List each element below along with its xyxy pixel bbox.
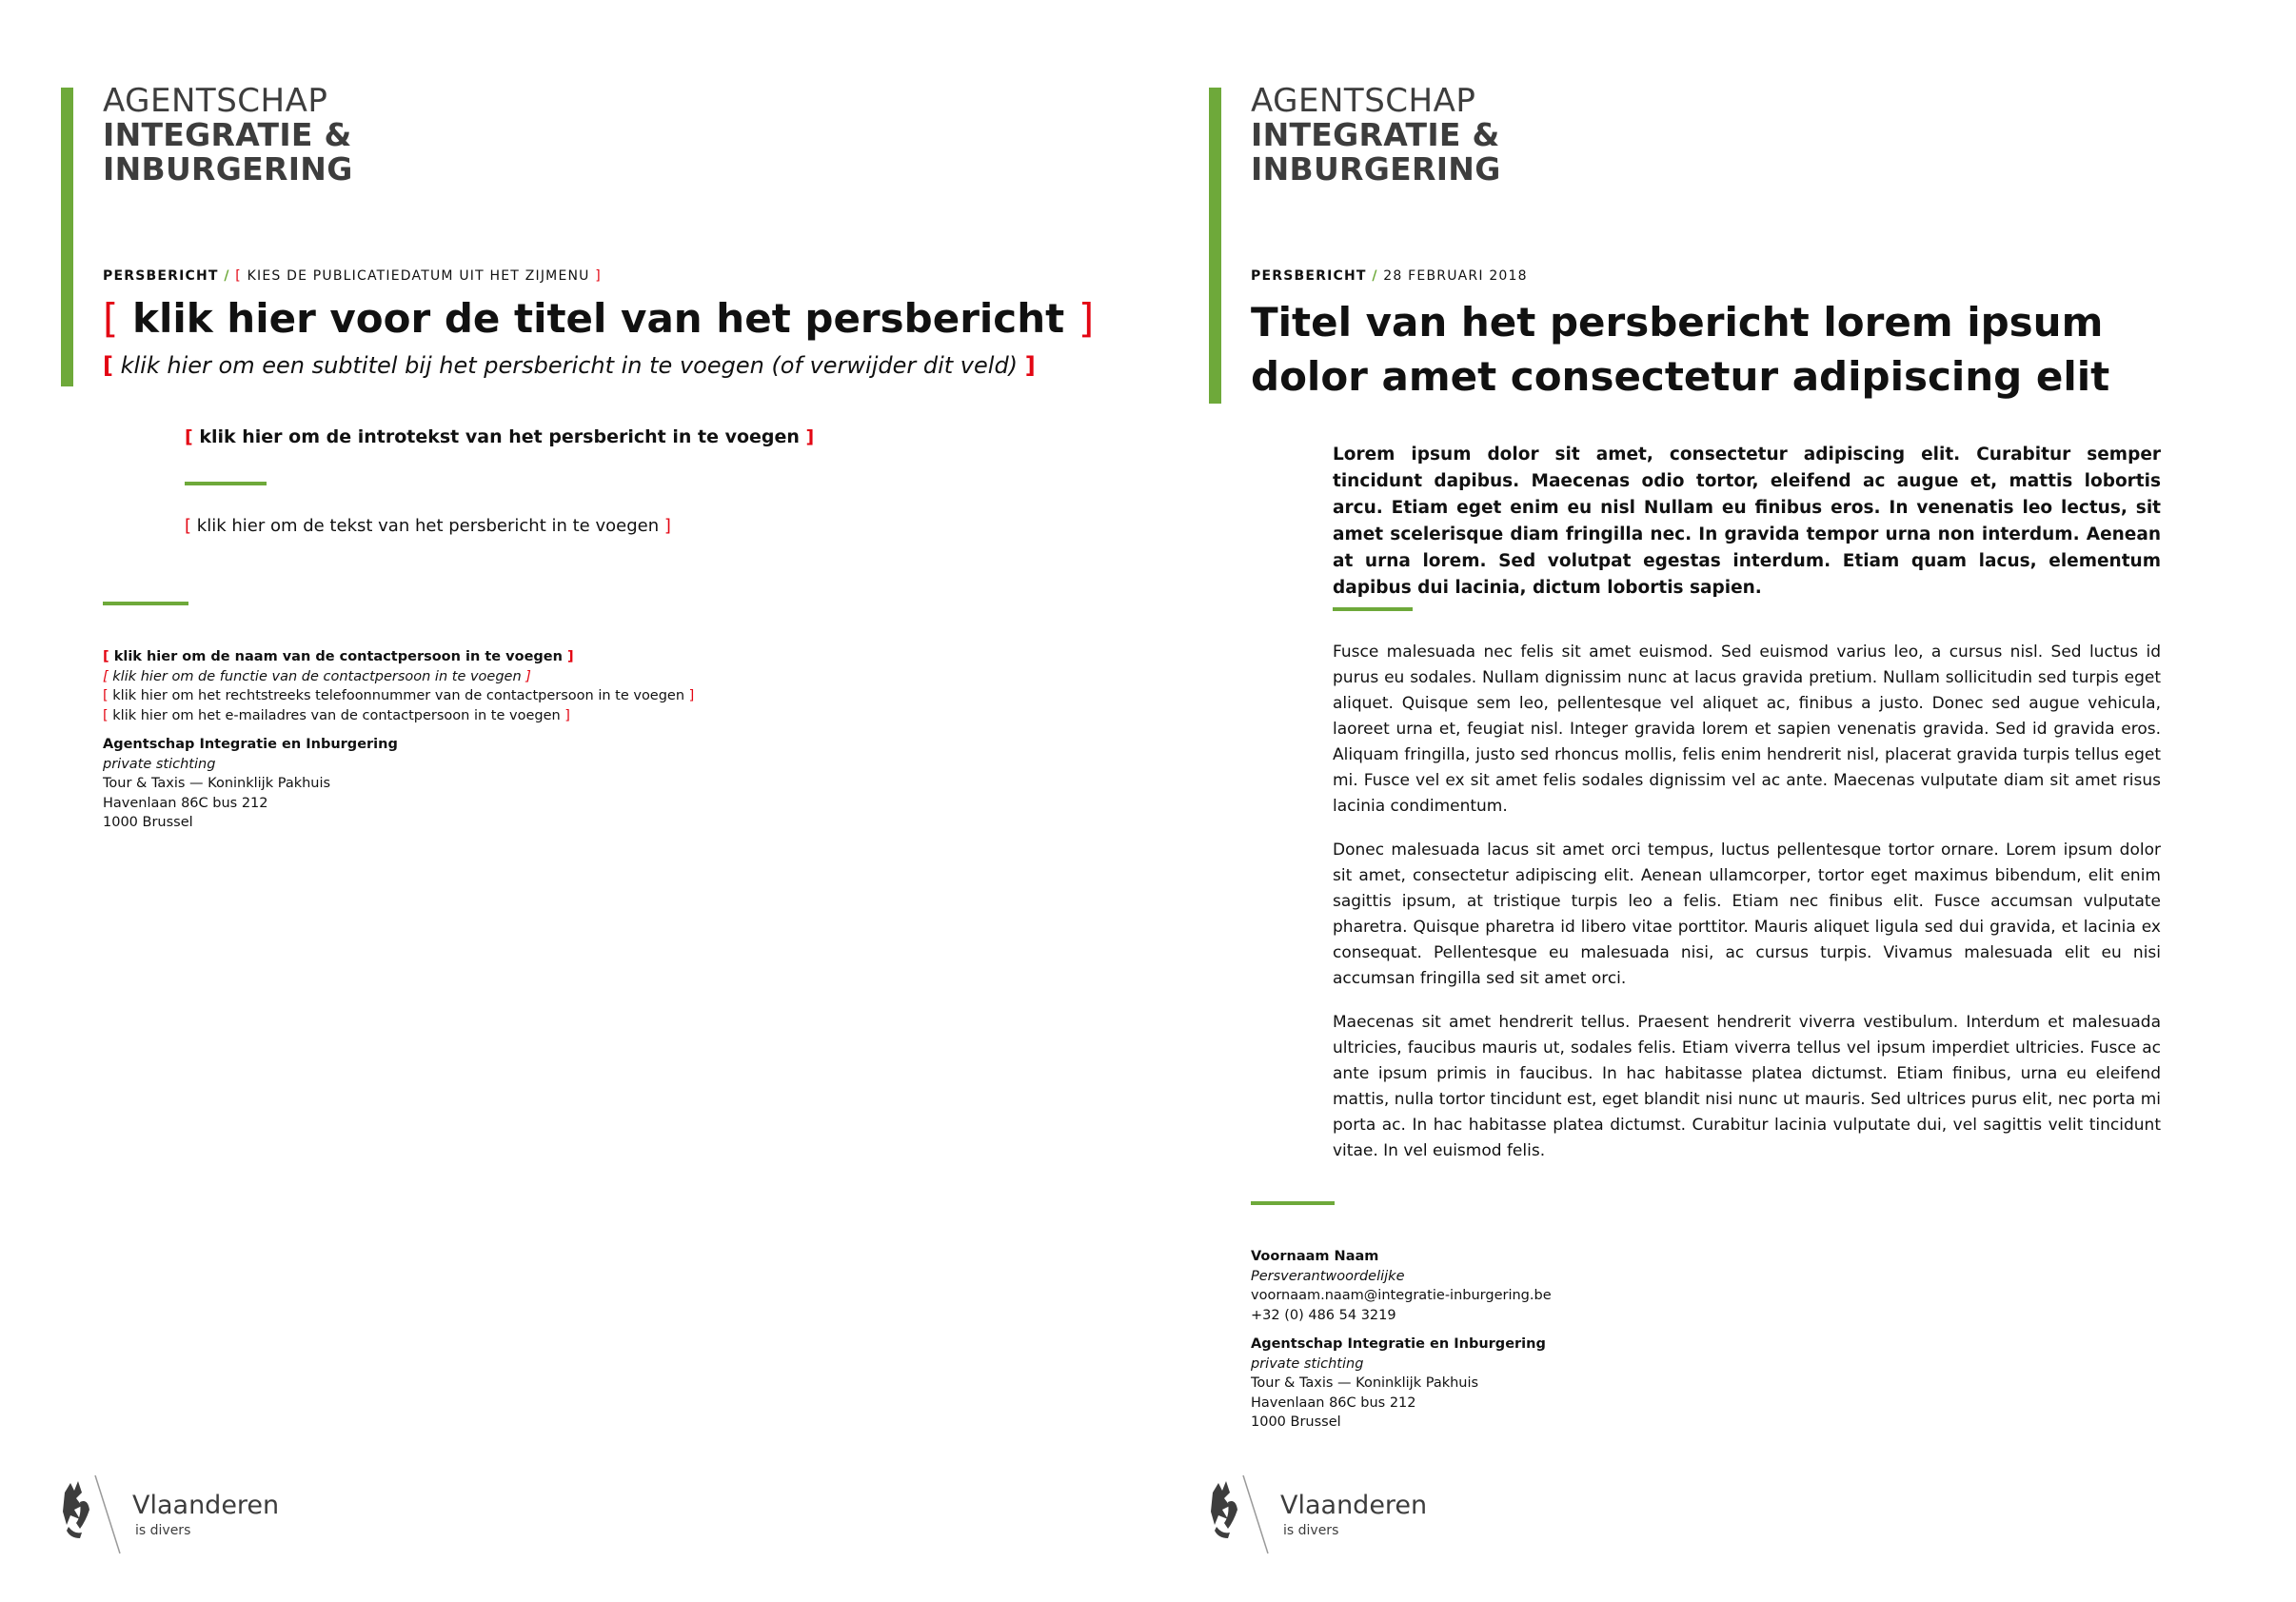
bracket-open: [: [185, 426, 193, 447]
body-placeholder-field[interactable]: [185, 516, 671, 536]
contact-email-placeholder[interactable]: klik hier om het e-mailadres van de contactpersoon in te voegen: [112, 707, 561, 723]
bracket-close: ]: [525, 668, 531, 684]
press-intro: Lorem ipsum dolor sit amet, consectetur adipiscing elit. Curabitur semper tincidunt dapibus. Maecenas odio tortor, eleifend ac augue et, mattis lobortis arcu. Etiam eget enim eu nisl Nullam eu finibus eros. In venenatis leo lectus, sit amet scelerisque diam fringilla nec. In gravida tempor urna non interdum. Aenean at urna lorem. Sed volutpat egestas interdum. Etiam quam lacus, elementum dapibus dui lacinia, dictum lobortis sapien.: [1333, 445, 2161, 598]
press-label: [1251, 268, 1528, 284]
org-city: 1000 Brussel: [103, 815, 193, 830]
contact-phone: +32 (0) 486 54 3219: [1251, 1307, 1396, 1323]
press-body: [1333, 640, 2161, 1182]
contact-divider: [1251, 1201, 1335, 1205]
vlaanderen-logo: [1205, 1473, 1434, 1559]
org-address-1: Tour & Taxis — Koninklijk Pakhuis: [1251, 1375, 1479, 1391]
body-paragraph: Fusce malesuada nec felis sit amet euismod. Sed euismod varius leo, a cursus nisl. Sed luctus id purus eu sodales. Nullam dignissim nunc at lacus gravida pretium. Nullam sollicitudin sed turpis eget aliquet. Quisque sem leo, pellentesque vel aliquet ac, finibus a justo. Donec sed augue vehicula, laoreet urna et, feugiat nisl. Integer gravida lorem et sapien venenatis gravida. Sed id gravida eros. Aliquam fringilla, justo sed rhoncus mollis, felis enim hendrerit nisl, placerat gravida turpis tellus eget mi. Fusce vel ex sit amet felis sodales dignissim vel ac ante. Maecenas vulputate diam sit amet risus lacinia condimentum.: [1333, 643, 2161, 816]
bracket-close: ]: [564, 707, 570, 723]
title-placeholder-field[interactable]: [103, 295, 1094, 342]
logo-line-1: AGENTSCHAP: [103, 82, 328, 120]
date-placeholder[interactable]: KIES DE PUBLICATIEDATUM UIT HET ZIJMENU: [247, 268, 590, 284]
contact-function-placeholder[interactable]: klik hier om de functie van de contactpersoon in te voegen: [112, 668, 522, 684]
bracket-open: [: [103, 688, 109, 703]
org-address-2: Havenlaan 86C bus 212: [1251, 1394, 1416, 1411]
logo-line-2: INTEGRATIE &: [1251, 116, 1500, 153]
contact-block: [1251, 1247, 1552, 1433]
contact-phone-placeholder[interactable]: klik hier om het rechtstreeks telefoonnummer van de contactpersoon in te voegen: [112, 688, 685, 703]
bracket-close: ]: [567, 649, 574, 664]
press-kind: PERSBERICHT: [1251, 268, 1367, 284]
vlaanderen-logo: [57, 1473, 286, 1559]
accent-bar: [1209, 88, 1221, 404]
press-title: Titel van het persbericht lorem ipsum dolor amet consectetur adipiscing elit: [1251, 299, 2110, 400]
example-page: [1148, 0, 2296, 1602]
intro-divider: [1333, 607, 1413, 611]
vlaanderen-tagline: is divers: [135, 1523, 191, 1538]
org-address-1: Tour & Taxis — Koninklijk Pakhuis: [103, 776, 331, 791]
org-type: private stichting: [103, 756, 216, 772]
vlaanderen-tagline: is divers: [1283, 1523, 1339, 1538]
bracket-close: ]: [1078, 295, 1095, 342]
logo-line-2: INTEGRATIE &: [103, 116, 352, 153]
org-type: private stichting: [1251, 1355, 1364, 1372]
org-name: Agentschap Integratie en Inburgering: [103, 737, 398, 752]
bracket-close: ]: [805, 426, 815, 447]
logo-line-3: INBURGERING: [103, 150, 353, 188]
body-paragraph: Donec malesuada lacus sit amet orci tempus, luctus pellentesque tortor ornare. Lorem ipsum dolor sit amet, consectetur adipiscing elit. Aenean ullamcorper, tortor eget maximus bibendum, elit enim sagittis ipsum, at tristique turpis leo a felis. Etiam nec finibus elit. Fusce accumsan vulputate pharetra. Quisque pharetra id libero vitae porttitor. Mauris aliquet ligula sed dui gravida, et lacinia ex consequat. Pellentesque eu malesuada nisi, ac cursus turpis. Vivamus malesuada elit eu nisi accumsan fringilla sed sit amet orci.: [1333, 841, 2161, 988]
bracket-open: [: [103, 707, 109, 723]
contact-name-placeholder[interactable]: klik hier om de naam van de contactpersoon in te voegen: [113, 649, 563, 664]
bracket-open: [: [235, 268, 242, 284]
accent-bar: [61, 88, 73, 386]
contact-email[interactable]: voornaam.naam@integratie-inburgering.be: [1251, 1288, 1552, 1303]
bracket-open: [: [103, 668, 109, 684]
lion-icon: [1205, 1473, 1279, 1555]
contact-name: Voornaam Naam: [1251, 1249, 1379, 1264]
agency-logo: [103, 84, 353, 187]
contact-divider: [103, 602, 188, 605]
label-separator: /: [1372, 268, 1378, 284]
press-date: 28 FEBRUARI 2018: [1383, 268, 1528, 284]
contact-phone-field[interactable]: [103, 686, 694, 706]
intro-divider: [185, 482, 267, 485]
bracket-close: ]: [688, 688, 695, 703]
body-placeholder[interactable]: klik hier om de tekst van het persbericht in te voegen: [196, 516, 660, 536]
lion-icon: [57, 1473, 131, 1555]
bracket-open: [: [103, 649, 109, 664]
press-kind: PERSBERICHT: [103, 268, 219, 284]
bracket-open: [: [103, 295, 119, 342]
contact-function: Persverantwoordelijke: [1251, 1268, 1405, 1284]
bracket-open: [: [103, 352, 113, 379]
vlaanderen-wordmark: Vlaanderen: [132, 1491, 280, 1520]
bracket-close: ]: [1024, 352, 1036, 379]
bracket-close: ]: [663, 516, 671, 536]
contact-email-field[interactable]: [103, 706, 694, 726]
bracket-open: [: [185, 516, 192, 536]
press-label: [103, 268, 602, 284]
org-name: Agentschap Integratie en Inburgering: [1251, 1336, 1546, 1352]
logo-line-3: INBURGERING: [1251, 150, 1501, 188]
subtitle-placeholder[interactable]: klik hier om een subtitel bij het persbericht in te voegen (of verwijder dit veld): [120, 352, 1019, 379]
label-separator: /: [224, 268, 230, 284]
bracket-close: ]: [595, 268, 602, 284]
vlaanderen-wordmark: Vlaanderen: [1280, 1491, 1428, 1520]
org-address-2: Havenlaan 86C bus 212: [103, 795, 268, 811]
logo-line-1: AGENTSCHAP: [1251, 82, 1476, 120]
title-placeholder[interactable]: klik hier voor de titel van het persbericht: [132, 295, 1065, 342]
intro-placeholder-field[interactable]: [185, 426, 814, 447]
body-paragraph: Maecenas sit amet hendrerit tellus. Praesent hendrerit viverra vestibulum. Interdum et malesuada ultricies, faucibus mauris ut, sodales felis. Etiam viverra tellus vel ipsum imperdiet ultricies. Fusce ac ante ipsum primis in faucibus. In hac habitasse platea dictumst. Etiam finibus, urna eu eleifend mattis, nulla tortor tincidunt est, eget blandit nisi nunc ut mauris. Sed ultrices purus elit, nec porta mi porta ac. In hac habitasse platea dictumst. Curabitur lacinia vulputate dui, vel sagittis velit tincidunt vitae. In vel euismod felis.: [1333, 1013, 2161, 1160]
agency-logo: [1251, 84, 1501, 187]
contact-name-field[interactable]: [103, 647, 694, 667]
subtitle-placeholder-field[interactable]: [103, 352, 1036, 379]
contact-function-field[interactable]: [103, 667, 694, 687]
org-city: 1000 Brussel: [1251, 1414, 1341, 1430]
intro-placeholder[interactable]: klik hier om de introtekst van het persbericht in te voegen: [199, 426, 800, 447]
contact-block: [103, 647, 694, 833]
